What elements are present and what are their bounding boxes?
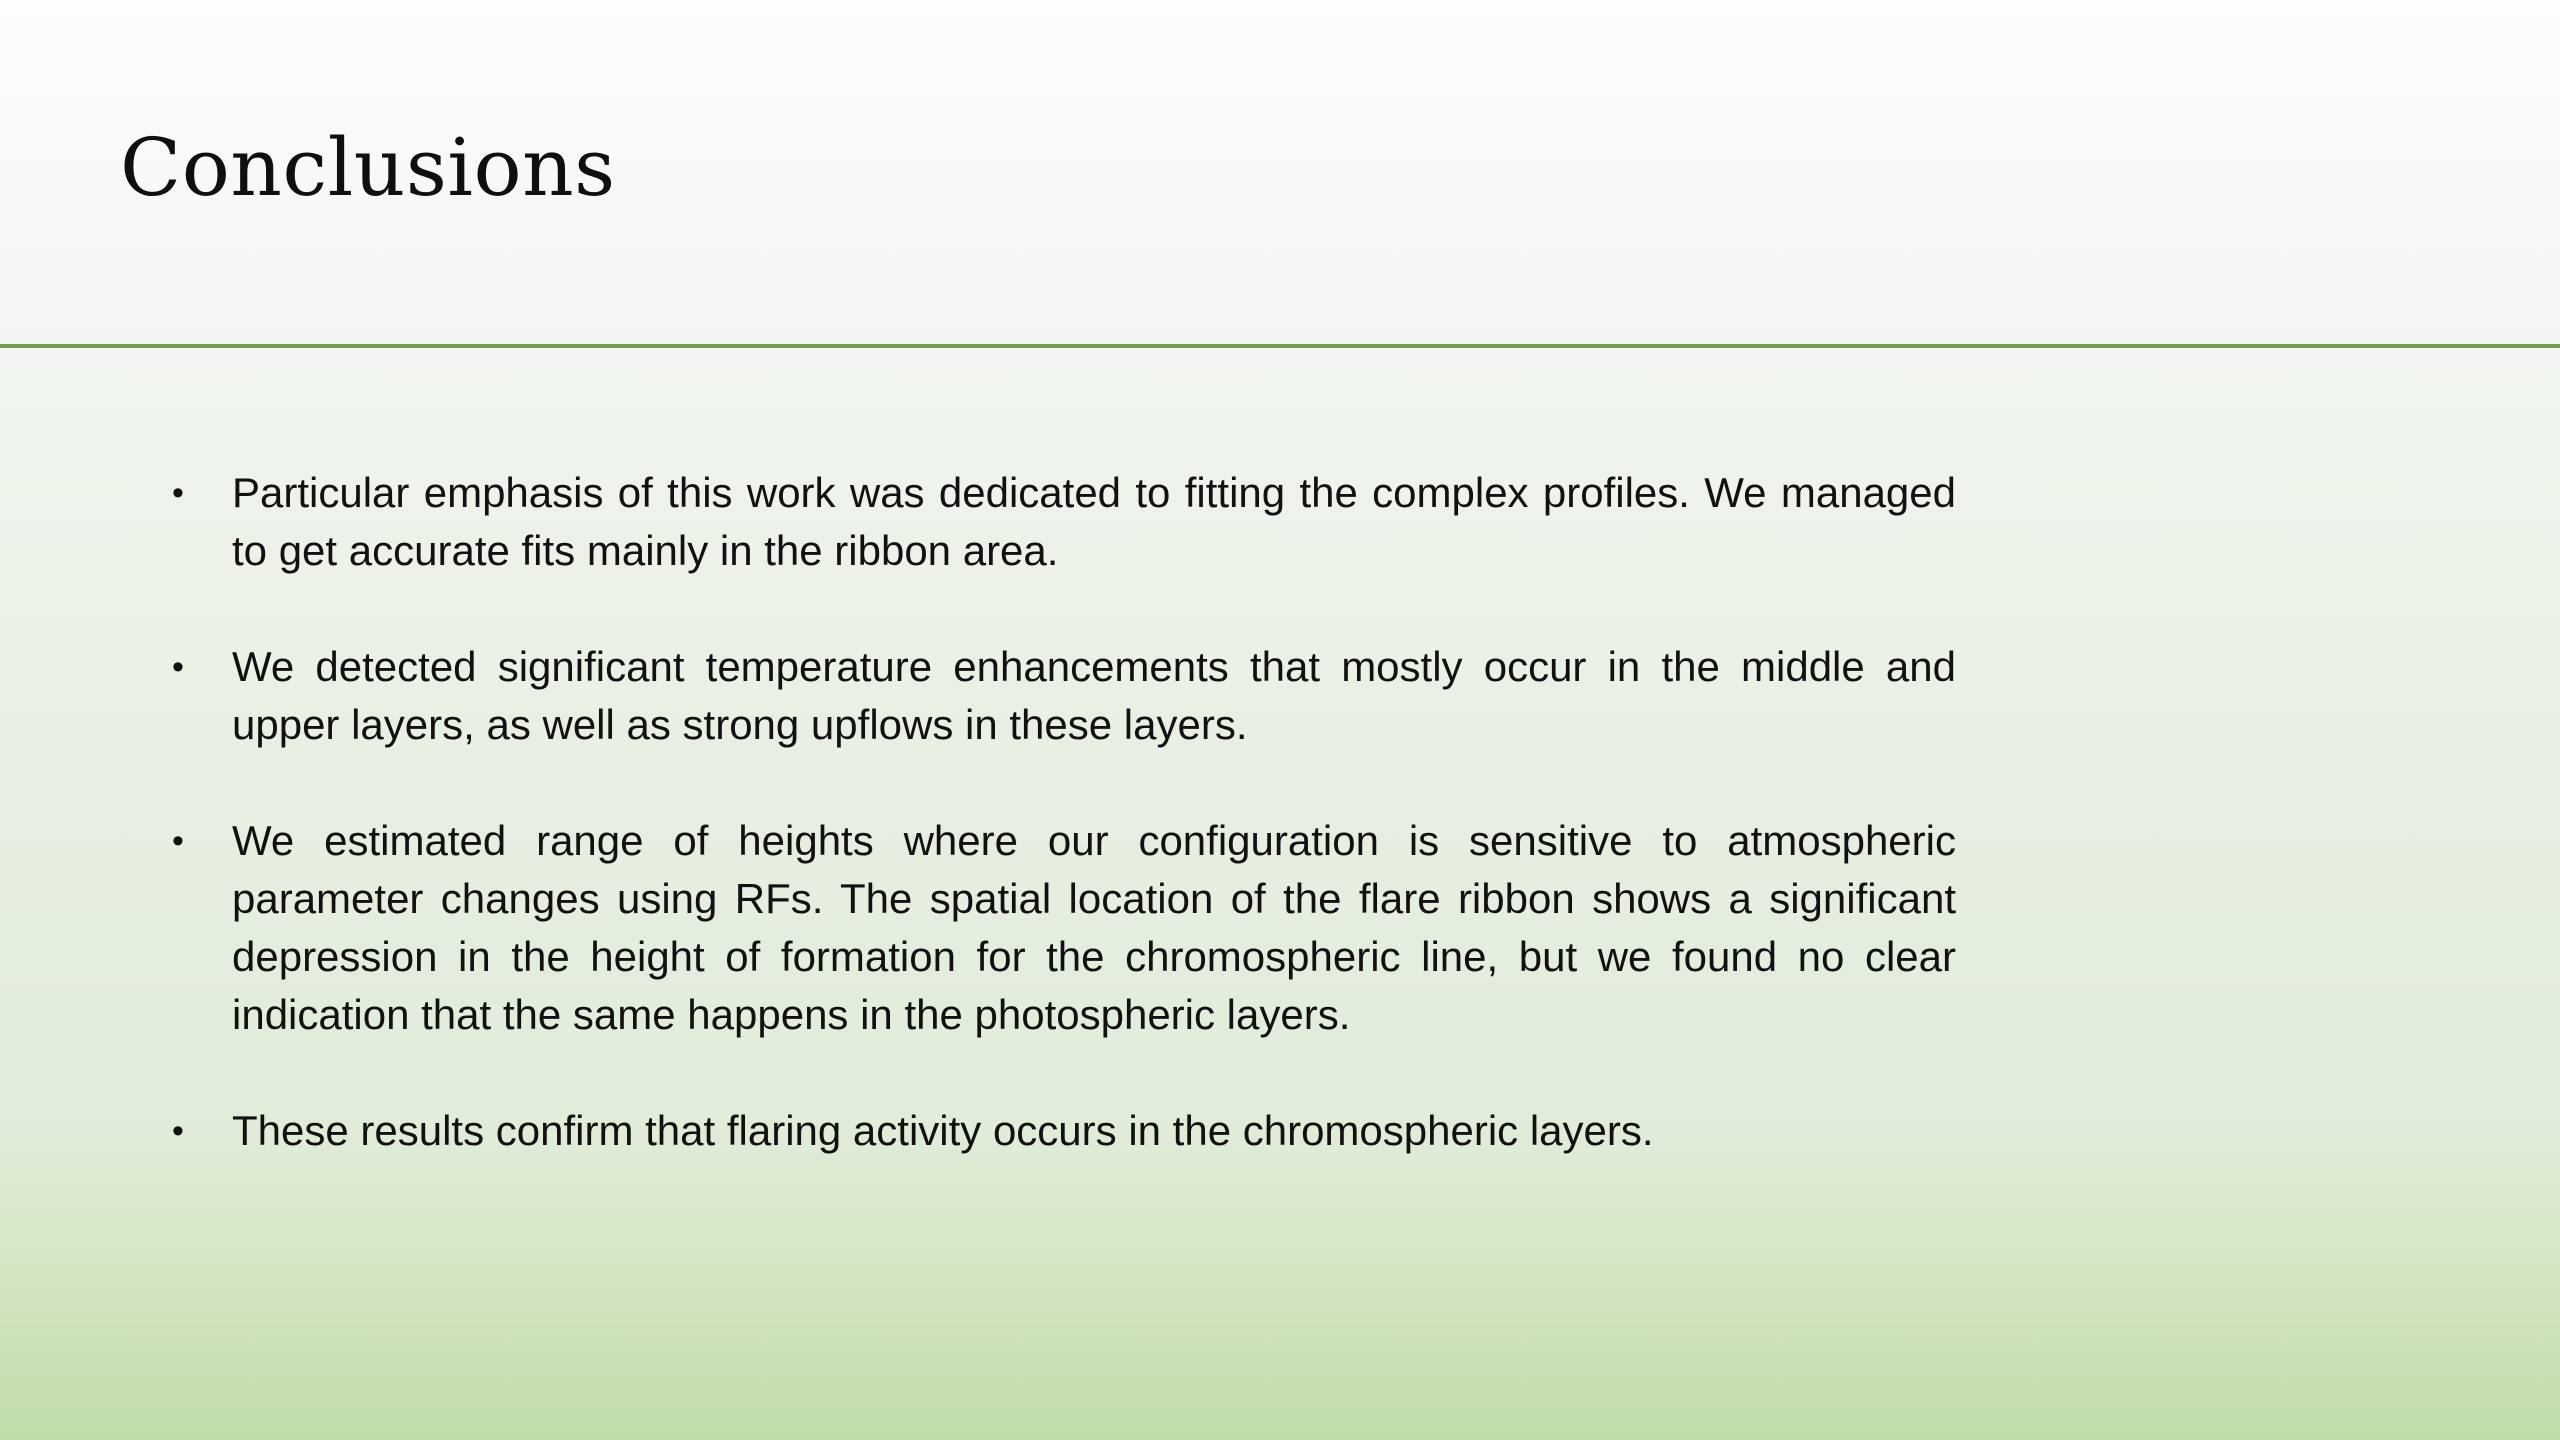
bullet-text: We detected significant temperature enhancements that mostly occur in the middle and upper layers, as well as strong upflows in these layers. [232, 643, 1956, 748]
bullet-marker: • [172, 648, 184, 686]
bullet-marker: • [172, 474, 184, 512]
bullet-text: Particular emphasis of this work was dedicated to fitting the complex profiles. We managed to get accurate fits mainly in the ribbon area. [232, 469, 1956, 574]
bullet-item-emphasis [170, 464, 1956, 580]
bullet-item-temperature [170, 638, 1956, 754]
title-divider [0, 344, 2560, 348]
conclusions-list [170, 464, 1956, 1218]
bullet-item-confirmation [170, 1102, 1956, 1160]
slide-title: Conclusions [120, 121, 616, 214]
bullet-text: We estimated range of heights where our configuration is sensitive to atmospheric parameter changes using RFs. The spatial location of the flare ribbon shows a significant depression in the height of formation for the chromospheric line, but we found no clear indication that the same happens in the photospheric layers. [232, 817, 1956, 1038]
slide-header [0, 0, 2560, 345]
bullet-item-heights [170, 812, 1956, 1044]
bullet-marker: • [172, 822, 184, 860]
bullet-marker: • [172, 1112, 184, 1150]
bullet-text: These results confirm that flaring activity occurs in the chromospheric layers. [232, 1107, 1654, 1154]
